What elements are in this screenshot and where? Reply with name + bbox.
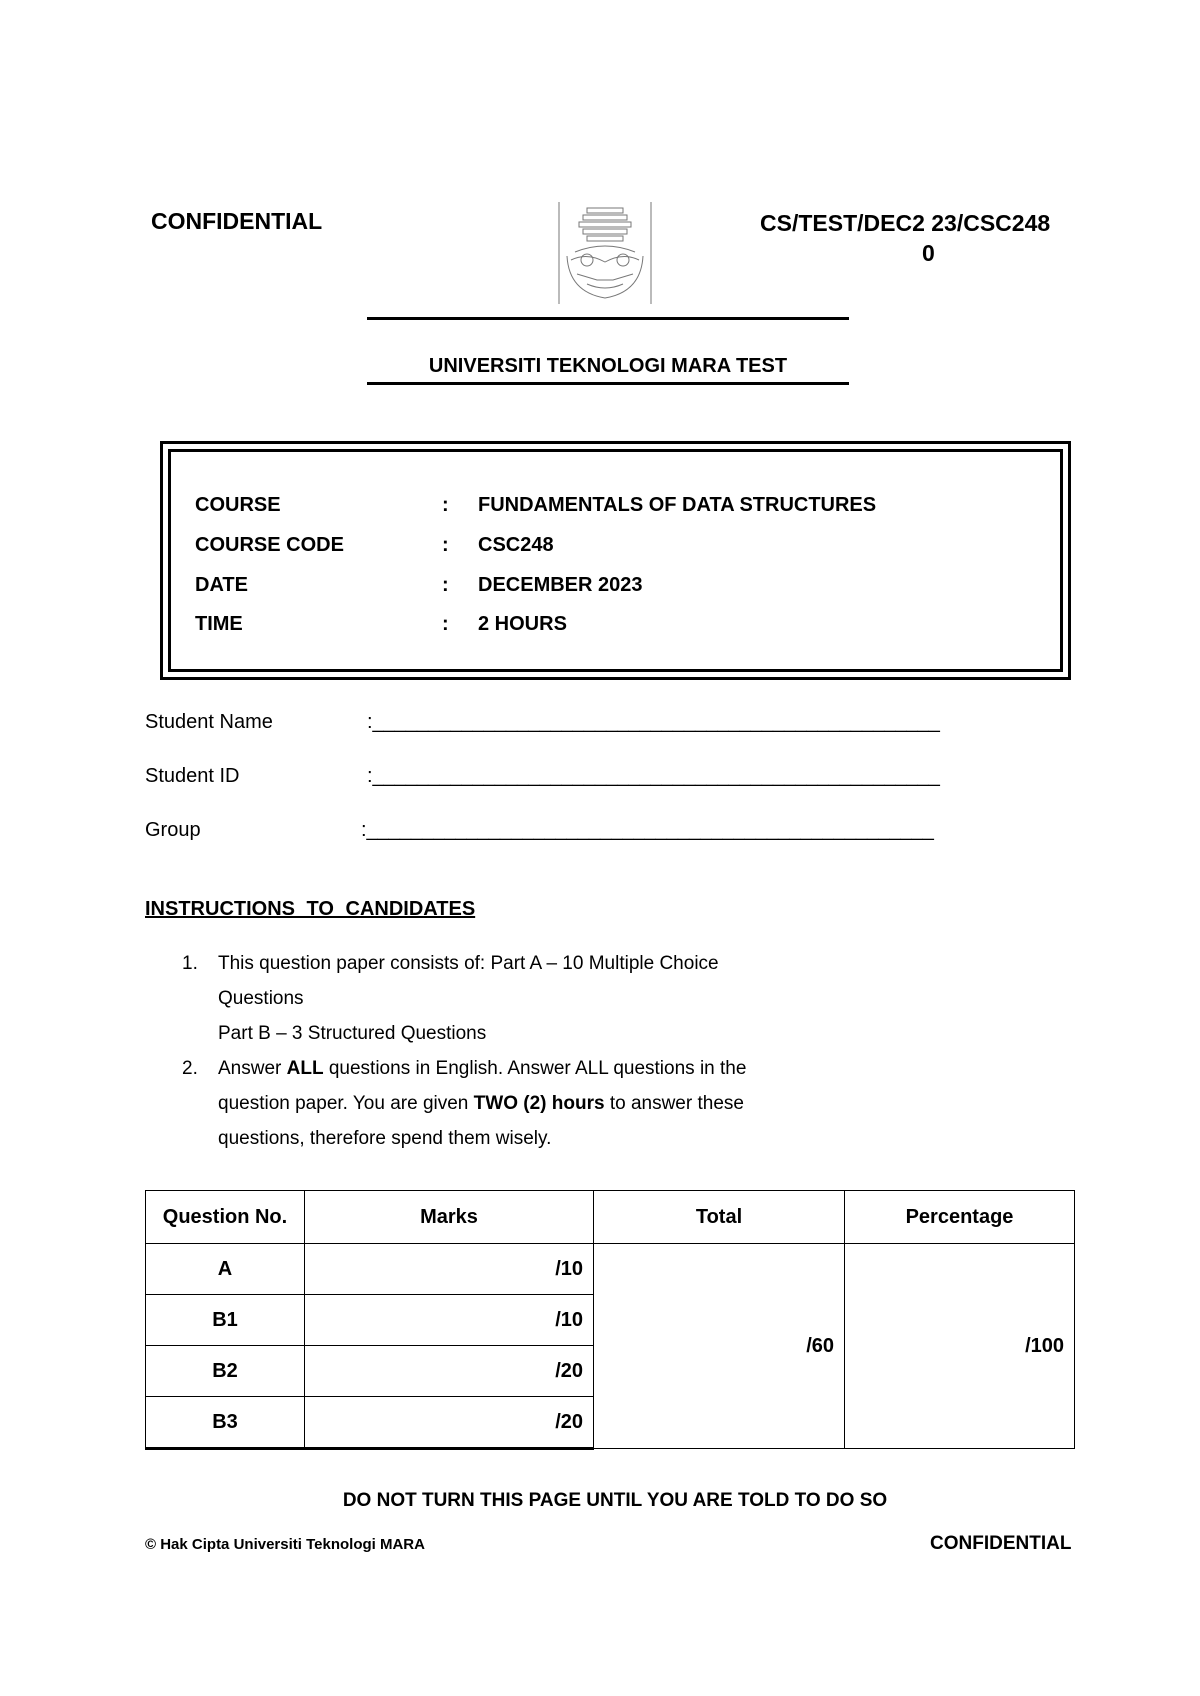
marks-b3[interactable]: /20 bbox=[305, 1397, 594, 1449]
header-marks: Marks bbox=[305, 1191, 594, 1244]
total-cell[interactable]: /60 bbox=[594, 1244, 845, 1449]
top-rule bbox=[367, 317, 849, 320]
instruction-2-number: 2. bbox=[182, 1058, 198, 1079]
question-b1: B1 bbox=[146, 1295, 305, 1346]
instruction-2-text bbox=[218, 1051, 788, 1156]
student-name-label: Student Name bbox=[145, 711, 273, 733]
footer-confidential: CONFIDENTIAL bbox=[930, 1533, 1072, 1554]
student-name-field[interactable]: :___________________________________________________ bbox=[367, 711, 940, 733]
instruction-2-emphasis-all: ALL bbox=[286, 1058, 324, 1079]
table-row bbox=[146, 1244, 1075, 1295]
instruction-1-number: 1. bbox=[182, 953, 198, 974]
instructions-title: INSTRUCTIONS TO CANDIDATES bbox=[145, 898, 476, 920]
university-crest-icon bbox=[557, 200, 653, 306]
instruction-2-part-a: Answer bbox=[218, 1058, 287, 1079]
header-total: Total bbox=[594, 1191, 845, 1244]
course-code-value: CSC248 bbox=[478, 534, 554, 556]
header-reference-code bbox=[760, 208, 1080, 268]
instruction-1-line2: Questions bbox=[218, 988, 304, 1009]
marks-table-header bbox=[146, 1191, 1075, 1244]
group-field[interactable]: :___________________________________________________ bbox=[361, 819, 934, 841]
date-colon: : bbox=[442, 574, 449, 596]
instruction-2-emphasis-hours: TWO (2) hours bbox=[473, 1093, 605, 1114]
header-confidential: CONFIDENTIAL bbox=[151, 208, 323, 234]
date-label: DATE bbox=[195, 574, 248, 596]
course-code-label: COURSE CODE bbox=[195, 534, 344, 556]
title-underline bbox=[367, 382, 849, 385]
time-label: TIME bbox=[195, 613, 243, 635]
question-a: A bbox=[146, 1244, 305, 1295]
university-title: UNIVERSITI TEKNOLOGI MARA TEST bbox=[428, 355, 788, 377]
instruction-2-part-c: questions in English. Answer ALL questions in the question paper. You are given bbox=[218, 1058, 747, 1114]
course-label: COURSE bbox=[195, 494, 281, 516]
question-b2: B2 bbox=[146, 1346, 305, 1397]
copyright-notice: © Hak Cipta Universiti Teknologi MARA bbox=[145, 1536, 425, 1553]
header-percentage: Percentage bbox=[845, 1191, 1075, 1244]
group-label: Group bbox=[145, 819, 201, 841]
student-id-field[interactable]: :___________________________________________________ bbox=[367, 765, 940, 787]
do-not-turn-notice: DO NOT TURN THIS PAGE UNTIL YOU ARE TOLD TO DO SO bbox=[342, 1490, 888, 1511]
date-value: DECEMBER 2023 bbox=[478, 574, 643, 596]
time-value: 2 HOURS bbox=[478, 613, 567, 635]
reference-code-line1: CS/TEST/DEC2 23/CSC248 bbox=[760, 210, 1051, 236]
instruction-1-text bbox=[218, 946, 778, 1051]
instruction-2-part-e: to answer these questions, therefore spend them wisely. bbox=[218, 1093, 744, 1149]
instruction-1-line3: Part B – 3 Structured Questions bbox=[218, 1023, 487, 1044]
question-b3: B3 bbox=[146, 1397, 305, 1449]
instruction-1-line1: This question paper consists of: Part A – 10 Multiple Choice bbox=[218, 953, 719, 974]
marks-b1[interactable]: /10 bbox=[305, 1295, 594, 1346]
marks-b2[interactable]: /20 bbox=[305, 1346, 594, 1397]
student-id-label: Student ID bbox=[145, 765, 240, 787]
reference-code-line2: 0 bbox=[922, 240, 935, 266]
marks-table bbox=[145, 1190, 1075, 1450]
course-value: FUNDAMENTALS OF DATA STRUCTURES bbox=[478, 494, 877, 516]
time-colon: : bbox=[442, 613, 449, 635]
course-colon: : bbox=[442, 494, 449, 516]
percentage-cell[interactable]: /100 bbox=[845, 1244, 1075, 1449]
course-box-inner bbox=[168, 449, 1063, 672]
marks-a[interactable]: /10 bbox=[305, 1244, 594, 1295]
course-code-colon: : bbox=[442, 534, 449, 556]
header-question-no: Question No. bbox=[146, 1191, 305, 1244]
